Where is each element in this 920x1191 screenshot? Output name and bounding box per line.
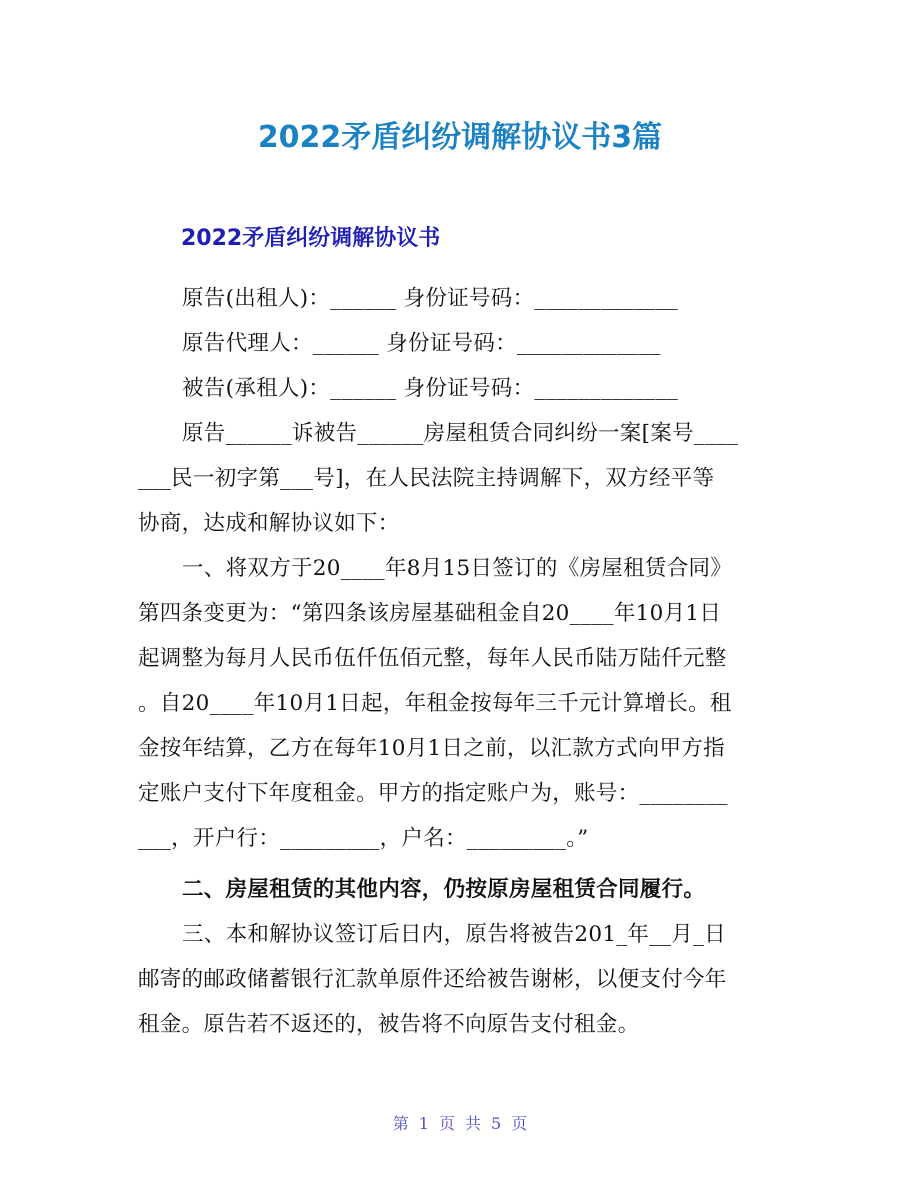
document-title: 2022矛盾纠纷调解协议书3篇	[257, 120, 663, 155]
footer-total-label: 共	[465, 1114, 482, 1133]
clause-one-line: 金按年结算，乙方在每年10月1日之前，以汇款方式向甲方指	[138, 736, 725, 761]
clause-one-line: 第四条变更为：“第四条该房屋基础租金自20____年10月1日	[138, 601, 722, 626]
plaintiff-agent-line: 原告代理人：______ 身份证号码：_____________	[182, 331, 661, 356]
document-body	[138, 276, 790, 1047]
clause-three-line: 邮寄的邮政储蓄银行汇款单原件还给被告谢彬，以便支付今年	[138, 967, 727, 992]
clause-two-line: 二、房屋租赁的其他内容，仍按原房屋租赁合同履行。	[182, 877, 706, 902]
footer-page-label: 第	[392, 1114, 409, 1133]
clause-one-line: ___，开户行：_________，户名：_________。”	[138, 826, 589, 851]
clause-three-line: 租金。原告若不返还的，被告将不向原告支付租金。	[138, 1012, 640, 1037]
page-footer	[0, 1112, 920, 1136]
footer-page-unit: 页	[438, 1114, 455, 1133]
clause-one-line: 。自20____年10月1日起，年租金按每年三千元计算增长。租	[138, 691, 732, 716]
clause-one-line: 起调整为每月人民币伍仟伍佰元整，每年人民币陆万陆仟元整	[138, 646, 727, 671]
footer-page-number: 1	[418, 1114, 429, 1133]
clause-three-line: 三、本和解协议签订后日内，原告将被告201_年__月_日	[182, 922, 726, 947]
defendant-line: 被告(承租人)：______ 身份证号码：_____________	[182, 376, 679, 401]
plaintiff-line: 原告(出租人)：______ 身份证号码：_____________	[182, 286, 679, 311]
paragraph-line: 协商，达成和解协议如下：	[138, 511, 400, 536]
paragraph-line: ___民一初字第___号]，在人民法院主持调解下，双方经平等	[138, 466, 715, 491]
paragraph-line: 原告______诉被告______房屋租赁合同纠纷一案[案号____	[182, 421, 739, 446]
footer-total-pages: 5	[491, 1114, 502, 1133]
footer-total-unit: 页	[511, 1114, 528, 1133]
clause-one-line: 定账户支付下年度租金。甲方的指定账户为，账号：________	[138, 781, 728, 806]
clause-one-line: 一、将双方于20____年8月15日签订的《房屋租赁合同》	[182, 556, 733, 581]
section-heading: 2022矛盾纠纷调解协议书	[181, 226, 441, 251]
